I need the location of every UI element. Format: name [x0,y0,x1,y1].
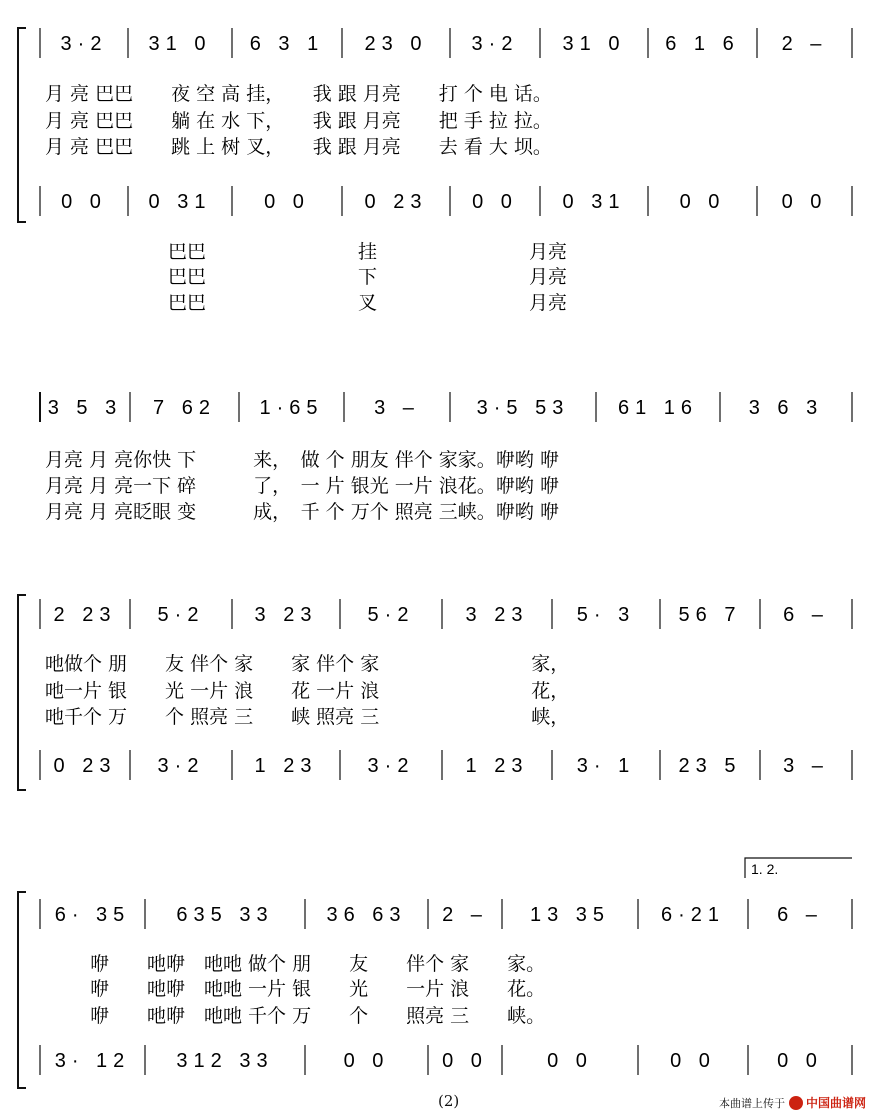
lyric-verse-1: 巴巴 挂 月亮 [168,241,568,263]
lyric-verse-3: 月 亮 巴巴 跳 上 树 叉， 我 跟 月亮 去 看 大 坝。 [45,136,552,158]
system-bracket [18,595,26,790]
measure-1: 0 0 [61,191,107,213]
lyric-verse-2: 吔一片 银 光 一片 浪 花 一片 浪 花， [45,680,570,702]
measure-7: 0 0 [679,191,726,213]
system-s4 [18,858,852,1088]
measure-4: 3·2 [367,755,415,777]
measure-3: 6 3 1 [249,33,325,55]
system-bracket [18,28,26,222]
measure-3: 1·65 [259,397,324,419]
staff-s1-top [40,28,852,158]
measure-7: 3 6 3 [748,397,824,419]
measure-2: 635 33 [176,904,274,926]
measure-1: 3· 12 [54,1050,131,1072]
measure-2: 31 0 [148,33,212,55]
measure-7: 56 7 [678,604,742,626]
measure-1: 3·2 [60,33,108,55]
measure-1: 0 23 [53,755,117,777]
lyric-verse-1: 月 亮 巴巴 夜 空 高 挂， 我 跟 月亮 打 个 电 话。 [45,83,552,105]
lyric-verse-2: 咿 吔咿 吔吔 一片 银 光 一片 浪 花。 [90,978,546,1000]
volta-label: 1. 2. [751,861,779,877]
measure-7: 6 1 6 [665,33,740,55]
lyric-verse-2: 月亮 月 亮一下 碎 了， 一 片 银光 一片 浪花。咿哟 咿 [45,475,559,497]
measure-7: 6 – [777,904,823,926]
lyric-verse-3: 巴巴 叉 月亮 [168,292,568,314]
measure-2: 7 62 [153,397,216,419]
upload-credit [719,1094,866,1111]
system-s2 [40,392,852,523]
measure-1: 3 5 3 [47,397,123,419]
lyric-verse-1: 月亮 月 亮你快 下 来， 做 个 朋友 伴个 家家。咿哟 咿 [45,449,559,471]
footer [0,1092,882,1114]
lyric-verse-3: 吔千个 万 个 照亮 三 峡 照亮 三 峡， [45,706,570,728]
measure-4: 3 – [374,397,420,419]
measure-8: 2 – [781,33,828,55]
measure-2: 0 31 [148,191,212,213]
measure-6: 0 31 [562,191,626,213]
lyric-verse-2: 巴巴 下 月亮 [168,266,568,288]
measure-6: 3· 1 [576,755,636,777]
page-number: (2) [438,1092,460,1110]
lyric-verse-2: 月 亮 巴巴 躺 在 水 下， 我 跟 月亮 把 手 拉 拉。 [45,110,552,132]
measure-4: 0 0 [442,1050,488,1072]
measure-6: 31 0 [562,33,626,55]
staff-s3-bottom [40,750,852,780]
credit-text: 本曲谱上传于 [718,1096,785,1110]
measure-5: 1 23 [465,755,529,777]
measure-2: 5·2 [157,604,205,626]
measure-5: 3 23 [465,604,529,626]
measure-5: 3·5 53 [476,397,570,419]
site-logo-icon [789,1096,803,1110]
measure-3: 0 0 [343,1050,390,1072]
system-s1 [18,28,852,314]
measure-5: 0 0 [472,191,518,213]
staff-s4-top [40,899,852,1027]
measure-6: 5· 3 [576,604,636,626]
measure-4: 0 23 [364,191,428,213]
measure-8: 6 – [783,604,829,626]
lyric-verse-1: 吔做个 朋 友 伴个 家 家 伴个 家 家， [45,653,570,675]
lyric-verse-1: 咿 吔咿 吔吔 做个 朋 友 伴个 家 家。 [90,953,546,975]
measure-8: 0 0 [781,191,828,213]
lyric-verse-3: 咿 吔咿 吔吔 千个 万 个 照亮 三 峡。 [90,1005,546,1027]
measure-8: 3 – [783,755,829,777]
system-bracket [18,892,26,1088]
measure-5: 13 35 [529,904,611,926]
staff-s3-top [40,599,852,728]
measure-1: 6· 35 [54,904,131,926]
lyric-verse-3: 月亮 月 亮眨眼 变 成， 千 个 万个 照亮 三峡。咿哟 咿 [45,501,559,523]
measure-7: 0 0 [777,1050,823,1072]
measure-3: 0 0 [264,191,310,213]
measure-4: 2 – [442,904,488,926]
staff-s4-bottom [40,1045,852,1075]
measure-6: 61 16 [617,397,699,419]
measure-3: 1 23 [254,755,318,777]
site-logo[interactable] [789,1094,866,1111]
measure-6: 6·21 [660,904,726,926]
measure-6: 0 0 [670,1050,716,1072]
measure-5: 0 0 [547,1050,593,1072]
measure-5: 3·2 [471,33,519,55]
measure-2: 3·2 [157,755,205,777]
system-s3 [18,595,852,790]
staff-s2-single [40,392,852,523]
measure-4: 5·2 [367,604,415,626]
site-logo-text: 中国曲谱网 [805,1096,866,1110]
measure-3: 36 63 [326,904,407,926]
staff-s1-bottom [40,186,852,314]
measure-3: 3 23 [254,604,318,626]
measure-1: 2 23 [53,604,117,626]
measure-2: 312 33 [176,1050,274,1072]
measure-7: 23 5 [678,755,742,777]
measure-4: 23 0 [364,33,428,55]
